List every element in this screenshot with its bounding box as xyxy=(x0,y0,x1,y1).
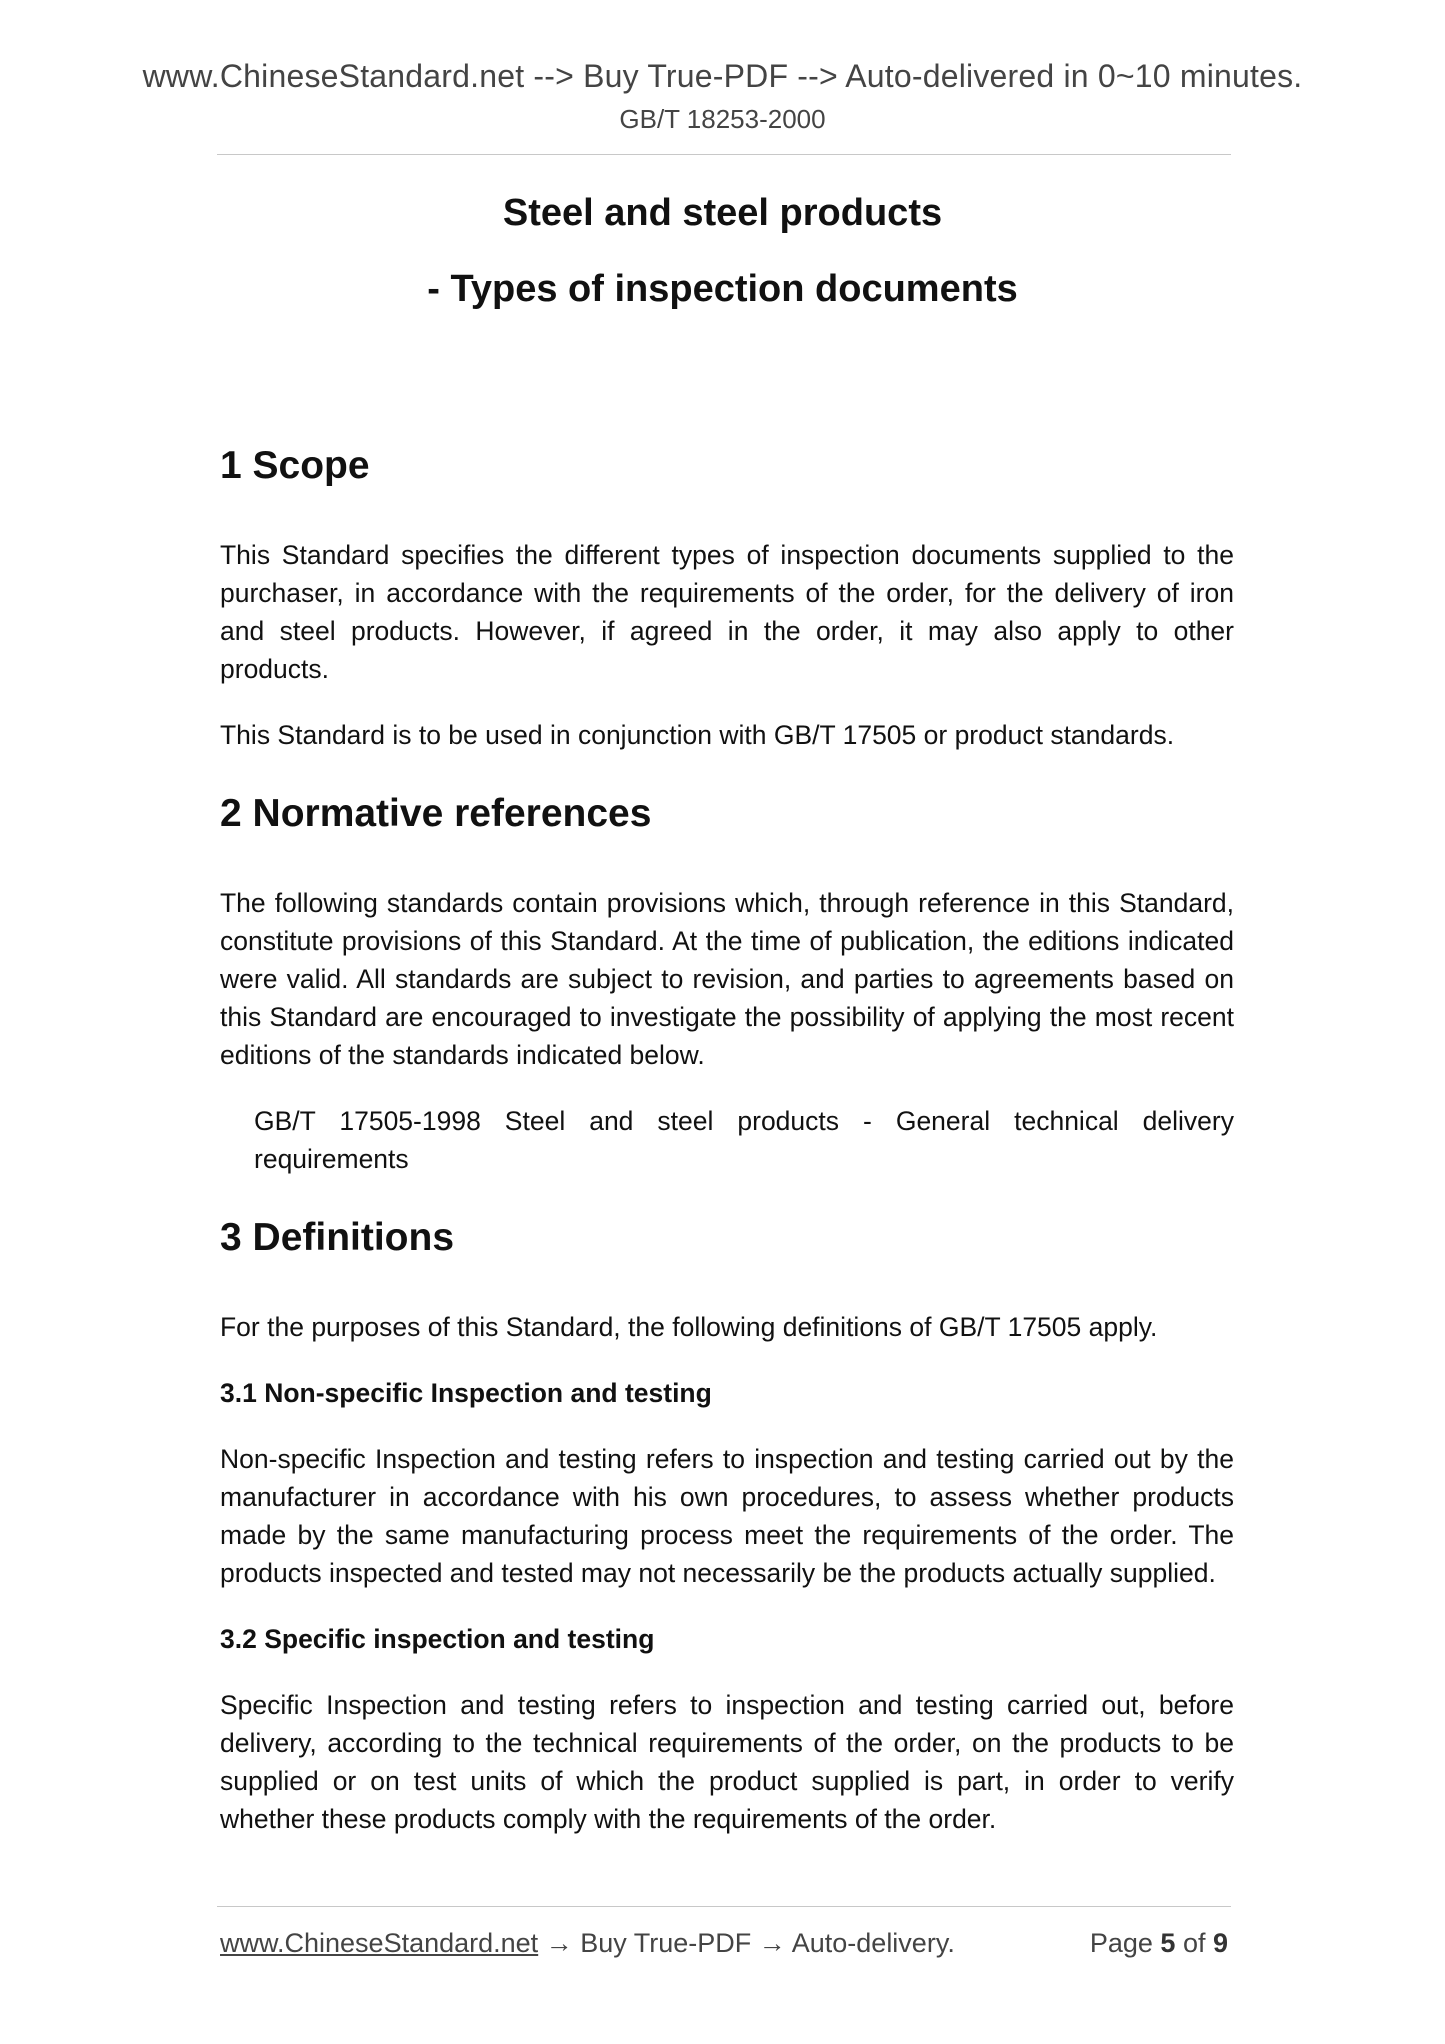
section-heading-definitions: 3 Definitions xyxy=(220,1216,455,1259)
current-page: 5 xyxy=(1160,1928,1176,1958)
section-heading-normative-references: 2 Normative references xyxy=(220,792,652,835)
paragraph: This Standard is to be used in conjunction with GB/T 17505 or product standards. xyxy=(220,720,1175,750)
section-heading-scope: 1 Scope xyxy=(220,444,370,487)
standard-code: GB/T 18253-2000 xyxy=(619,104,826,134)
document-title-line-2: - Types of inspection documents xyxy=(427,268,1018,310)
header-banner: www.ChineseStandard.net --> Buy True-PDF --> Auto-delivered in 0~10 minutes. xyxy=(142,58,1303,94)
paragraph: Specific Inspection and testing refers to inspection and testing carried out, before delivery, according to the technical requirements of the order, on the products to be supplied or on test units of which the product supplied is part, in order to verify whether these products comply with the requirements of the order. xyxy=(220,1690,1234,1834)
footer-promo xyxy=(220,1928,955,1959)
header-divider xyxy=(217,154,1231,155)
footer-promo-text: → Buy True-PDF → Auto-delivery. xyxy=(538,1928,955,1958)
footer-site-link[interactable]: www.ChineseStandard.net xyxy=(220,1928,539,1958)
document-title-line-1: Steel and steel products xyxy=(502,192,943,234)
page-number: Page 5 of 9 xyxy=(1089,1928,1228,1958)
footer-divider xyxy=(217,1906,1231,1907)
subsection-heading: 3.2 Specific inspection and testing xyxy=(220,1624,655,1654)
paragraph: The following standards contain provisions which, through reference in this Standard, constitute provisions of this Standard. At the time of publication, the editions indicated were valid. All standards are subject to revision, and parties to agreements based on this Standard are encouraged to investigate the possibility of applying the most recent editions of the standards indicated below. xyxy=(220,888,1234,1070)
paragraph: Non-specific Inspection and testing refers to inspection and testing carried out by the manufacturer in accordance with his own procedures, to assess whether products made by the same manufacturing process meet the requirements of the order. The products inspected and tested may not necessarily be the products actually supplied. xyxy=(220,1444,1234,1588)
document-body xyxy=(220,436,1234,1866)
total-pages: 9 xyxy=(1212,1928,1228,1958)
reference-item: GB/T 17505-1998 Steel and steel products - General technical delivery requirements xyxy=(254,1106,1234,1174)
paragraph: This Standard specifies the different types of inspection documents supplied to the purchaser, in accordance with the requirements of the order, for the delivery of iron and steel products. However, if agreed in the order, it may also apply to other products. xyxy=(220,540,1234,684)
subsection-heading: 3.1 Non-specific Inspection and testing xyxy=(220,1378,712,1408)
paragraph: For the purposes of this Standard, the following definitions of GB/T 17505 apply. xyxy=(220,1312,1158,1342)
